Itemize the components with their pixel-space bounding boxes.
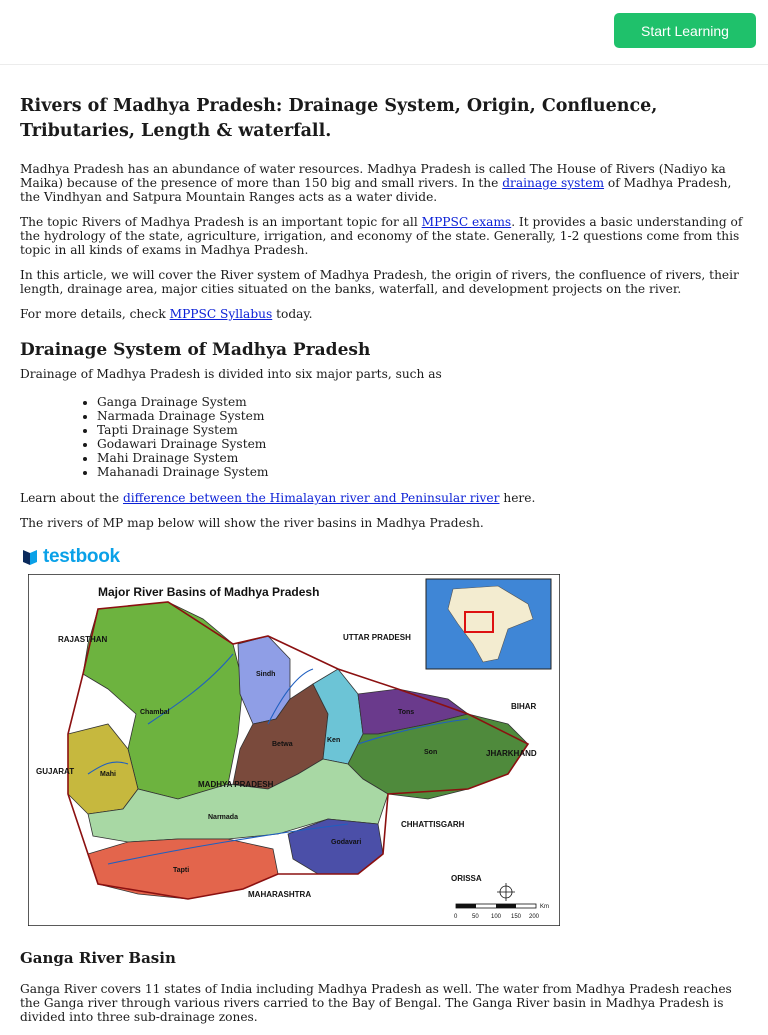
label-tons: Tons [398, 709, 415, 716]
drainage-heading: Drainage System of Madhya Pradesh [20, 340, 371, 360]
syllabus-text-2: today. [272, 307, 313, 321]
ganga-heading: Ganga River Basin [20, 949, 176, 967]
difference-text-2: here. [499, 491, 536, 505]
intro-text-2: of Madhya Pradesh, the Vindhyan and Satpura Mountain Ranges acts as a water divide. [20, 176, 732, 204]
list-item: • Tapti Drainage System [97, 423, 748, 437]
scale-label: 200 [529, 914, 540, 920]
drainage-system-link[interactable]: drainage system [502, 176, 605, 190]
drainage-list [20, 395, 748, 479]
exam-text-2: . It provides a basic understanding of the hydrology of the state, agriculture, irrigation, and economy of the state. Generally, 1-2 questions come from this topic in all kinds of exams in Madhya Pradesh. [20, 215, 743, 257]
label-chambal: Chambal [140, 709, 170, 716]
label-ken: Ken [327, 737, 341, 744]
label-maharashtra: MAHARASHTRA [248, 890, 312, 899]
label-gujarat: GUJARAT [36, 767, 75, 776]
exam-paragraph [20, 215, 748, 257]
list-item: • Ganga Drainage System [97, 395, 748, 409]
scale-label: 100 [491, 914, 502, 920]
label-chhattisgarh: CHHATTISGARH [401, 820, 465, 829]
list-item: • Mahanadi Drainage System [97, 465, 748, 479]
label-orissa: ORISSA [451, 874, 482, 883]
intro-text-1: Madhya Pradesh has an abundance of water resources. Madhya Pradesh is called The House of Rivers (Nadiyo ka Maika) because of the presence of more than 150 big and small rivers. In the [20, 162, 726, 190]
label-mahi: Mahi [100, 771, 116, 778]
label-madhya-pradesh: MADHYA PRADESH [198, 780, 274, 789]
label-jharkhand: JHARKHAND [486, 749, 537, 758]
mppsc-syllabus-link[interactable]: MPPSC Syllabus [169, 307, 273, 321]
article [20, 94, 748, 1035]
himalayan-peninsular-link[interactable]: difference between the Himalayan river and Peninsular river [122, 491, 500, 505]
label-son: Son [424, 749, 438, 756]
top-bar [0, 0, 768, 65]
river-difference-paragraph [20, 491, 748, 505]
list-item: • Narmada Drainage System [97, 409, 748, 423]
label-bihar: BIHAR [511, 702, 537, 711]
scale-unit: Km [540, 904, 549, 910]
difference-text-1: Learn about the [20, 491, 123, 505]
mppsc-exams-link[interactable]: MPPSC exams [421, 215, 512, 229]
scale-label: 150 [511, 914, 522, 920]
label-sindh: Sindh [256, 671, 276, 678]
label-godavari: Godavari [331, 839, 362, 846]
scale-label: 50 [472, 914, 479, 920]
river-basins-map [28, 574, 560, 926]
syllabus-text-1: For more details, check [20, 307, 170, 321]
article-title: Rivers of Madhya Pradesh: Drainage System, Origin, Confluence, Tributaries, Length & waterfall. [20, 96, 658, 141]
intro-paragraph [20, 162, 748, 204]
coverage-paragraph: In this article, we will cover the River system of Madhya Pradesh, the origin of rivers, the confluence of rivers, their length, drainage area, major cities situated on the banks, waterfall, and development projects on the river. [20, 268, 739, 296]
list-item: • Godawari Drainage System [97, 437, 748, 451]
label-betwa: Betwa [272, 741, 293, 748]
start-learning-button[interactable]: Start Learning [614, 13, 756, 48]
label-tapti: Tapti [173, 867, 190, 874]
label-narmada: Narmada [208, 814, 238, 821]
syllabus-paragraph [20, 307, 748, 321]
testbook-logo-text: testbook [43, 546, 120, 567]
map-intro: The rivers of MP map below will show the river basins in Madhya Pradesh. [20, 516, 484, 530]
testbook-logo [20, 546, 748, 568]
ganga-paragraph: Ganga River covers 11 states of India including Madhya Pradesh as well. The water from Madhya Pradesh reaches the Ganga river through various rivers carried to the Bay of Bengal. The Ganga River basin in Madhya Pradesh is divided into three sub-drainage zones. [20, 982, 732, 1024]
label-rajasthan: RAJASTHAN [58, 635, 108, 644]
list-item: • Mahi Drainage System [97, 451, 748, 465]
drainage-intro: Drainage of Madhya Pradesh is divided into six major parts, such as [20, 367, 442, 381]
label-uttar-pradesh: UTTAR PRADESH [343, 633, 411, 642]
map-title: Major River Basins of Madhya Pradesh [98, 585, 320, 599]
testbook-logo-icon [20, 547, 40, 567]
exam-text-1: The topic Rivers of Madhya Pradesh is an important topic for all [20, 215, 422, 229]
scale-label: 0 [454, 914, 458, 920]
